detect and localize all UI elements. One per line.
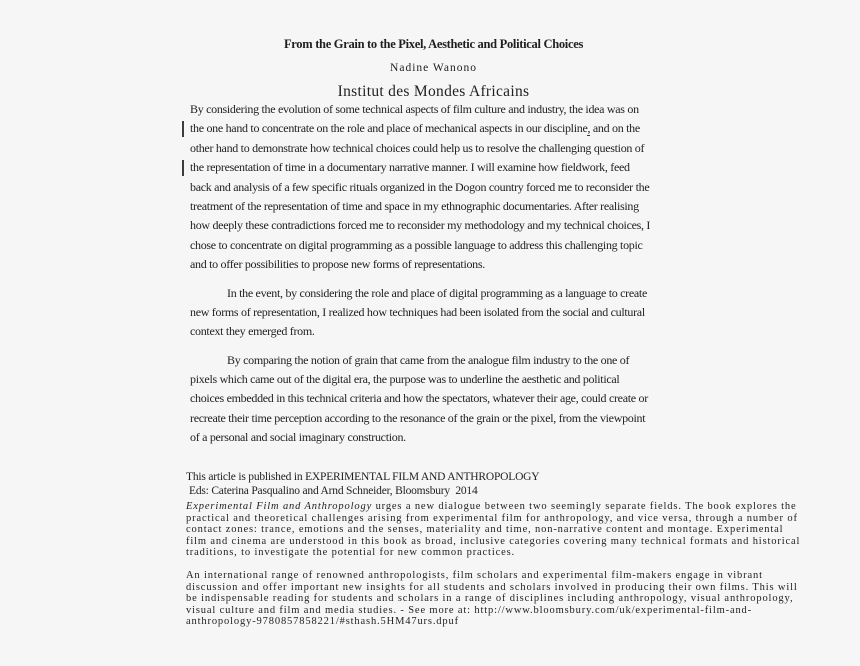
publication-line: This article is published in EXPERIMENTAL FILM AND ANTHROPOLOGY	[186, 471, 540, 483]
text-line: contact zones: trance, emotions and the senses, materiality and time, non-narrative content and montage. Experimental	[186, 524, 784, 536]
paragraph	[186, 501, 860, 559]
text-line: recreate their time perception according to the resonance of the grain or the pixel, from the viewpoint	[190, 410, 646, 425]
text-line: back and analysis of a few specific rituals organized in the Dogon country forced me to reconsider the	[190, 179, 650, 194]
text-line: choices embedded in this technical criteria and how the spectators, whatever their age, could create or	[190, 391, 648, 406]
text-line: pixels which came out of the digital era, the purpose was to underline the aesthetic and political	[190, 372, 620, 387]
document-header	[190, 37, 677, 101]
text-line: visual culture and film and media studies. - See more at: http://www.bloomsbury.com/uk/experimental-film-and-	[186, 604, 753, 616]
text-line: traditions, to investigate the potential for new common practices.	[186, 547, 516, 559]
text-line: film and cinema are understood in this book as broad, inclusive categories covering many technical formats and historical	[186, 535, 801, 547]
text-line: other hand to demonstrate how technical choices could help us to resolve the challenging question of	[190, 140, 645, 155]
text-line: By comparing the notion of grain that came from the analogue film industry to the one of	[227, 352, 630, 367]
text-line: anthropology-9780857858221/#sthash.5HM47urs.dpuf	[186, 616, 459, 628]
abstract-body	[190, 100, 690, 448]
text-line: new forms of representation, I realized how techniques had been isolated from the social and cultural	[190, 304, 645, 319]
text-line: Experimental Film and Anthropology urges a new dialogue between two seemingly separate fields. The book explores the	[186, 501, 797, 512]
paragraph	[190, 100, 690, 275]
text-line: An international range of renowned anthropologists, film scholars and experimental film-makers engage in vibrant	[186, 569, 763, 581]
author-name: Nadine Wanono	[390, 62, 477, 74]
text-line: context they emerged from.	[190, 324, 315, 339]
text-line: practical and theoretical challenges arising from experimental film for anthropology, and vice versa, through a number of	[186, 512, 798, 524]
change-bar-mark	[182, 121, 184, 137]
text-line: the representation of time in a documentary narrative manner. I will examine how fieldwork, feed	[190, 158, 690, 177]
text-line: treatment of the representation of time and space in my ethnographic documentaries. After realising	[190, 198, 639, 213]
text-line: how deeply these contradictions forced me to reconsider my methodology and my technical choices, I	[190, 218, 651, 233]
text-line: the one hand to concentrate on the role and place of mechanical aspects in our discipline, and on the	[190, 119, 690, 138]
affiliation: Institut des Mondes Africains	[337, 83, 530, 100]
spellcheck-underline: ,	[587, 121, 591, 136]
paragraph	[190, 284, 690, 342]
text-line: chose to concentrate on digital programming as a possible language to address this challenging topic	[190, 237, 643, 252]
text-line: In the event, by considering the role and place of digital programming as a language to create	[227, 285, 647, 300]
italic-text: Experimental Film and Anthropology	[186, 501, 373, 512]
text-line: be indispensable reading for students and scholars in a range of disciplines including anthropology, visual anthropology,	[186, 593, 794, 605]
page-title: From the Grain to the Pixel, Aesthetic and Political Choices	[283, 37, 584, 51]
paragraph	[186, 570, 860, 628]
publication-note	[186, 470, 539, 498]
text-line: discussion and offer important new insights for all students and scholars involved in producing their own films. This will	[186, 581, 798, 593]
book-blurb	[186, 501, 860, 628]
text-line: By considering the evolution of some technical aspects of film culture and industry, the idea was on	[190, 102, 639, 116]
text-line: and to offer possibilities to propose new forms of representations.	[190, 257, 485, 272]
paragraph	[190, 351, 690, 448]
change-bar-mark	[182, 160, 184, 176]
text-line: of a personal and social imaginary construction.	[190, 430, 406, 445]
editors-line: Eds: Caterina Pasqualino and Arnd Schneider, Bloomsbury 2014	[189, 485, 478, 497]
